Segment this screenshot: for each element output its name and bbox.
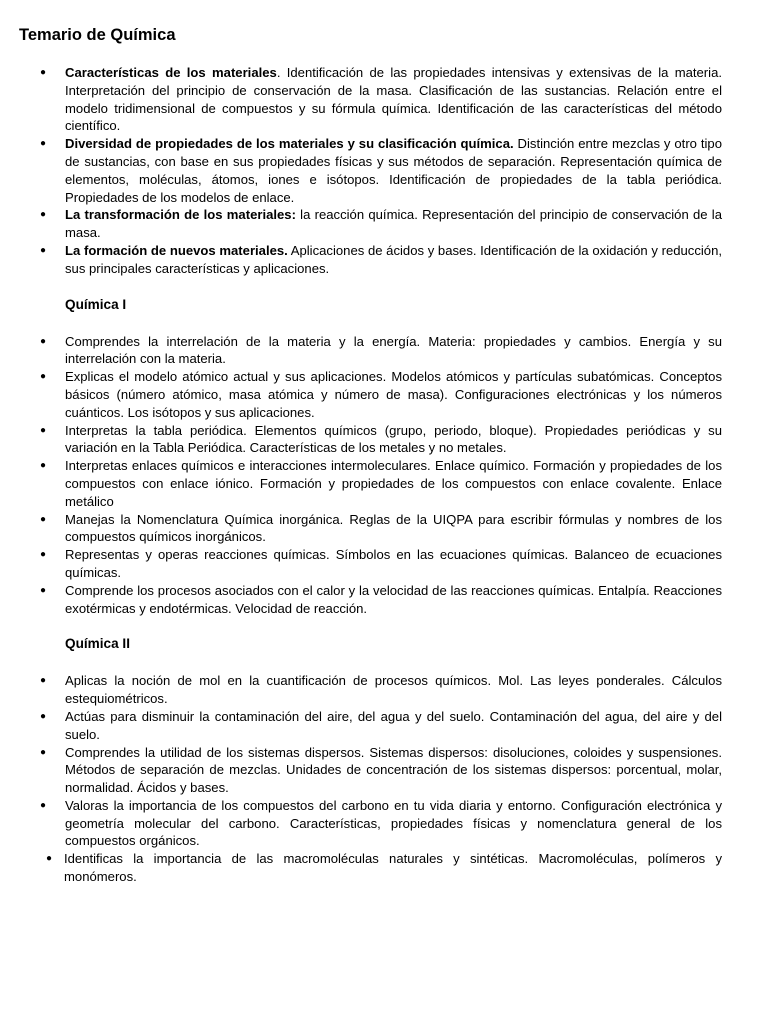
list-item xyxy=(19,135,722,206)
item-text: Aplicaciones de ácidos y bases. Identificación de la oxidación y reducción, sus principales características y aplicaciones. xyxy=(65,242,722,276)
section-heading-quimica-1: Química I xyxy=(65,296,127,312)
list-item: ● Representas y operas reacciones químicas. Símbolos en las ecuaciones químicas. Balanceo de ecuaciones químicas. xyxy=(19,546,722,582)
list-item xyxy=(19,242,722,278)
list-item: ● Comprendes la utilidad de los sistemas dispersos. Sistemas dispersos: disoluciones, coloides y suspensiones. Métodos de separación de mezclas. Unidades de concentración de los sistemas dispersos: porcentual, molar, normalidad. Ácidos y bases. xyxy=(19,744,722,797)
list-item xyxy=(19,206,722,242)
intro-list xyxy=(19,64,722,278)
section-heading-quimica-2: Química II xyxy=(65,636,130,652)
item-lead: Diversidad de propiedades de los materiales y su clasificación química. xyxy=(65,136,514,152)
item-lead: La formación de nuevos materiales. xyxy=(65,242,288,258)
item-text: la reacción química. Representación del principio de conservación de la masa. xyxy=(65,207,722,241)
list-item: ● Manejas la Nomenclatura Química inorgánica. Reglas de la UIQPA para escribir fórmulas y nombres de los compuestos químicos inorgánicos. xyxy=(19,511,722,547)
list-item: ● Comprende los procesos asociados con el calor y la velocidad de las reacciones químicas. Entalpía. Reacciones exotérmicas y endotérmicas. Velocidad de reacción. xyxy=(19,582,722,618)
list-item: ● Comprendes la interrelación de la materia y la energía. Materia: propiedades y cambios. Energía y su interrelación con la materia. xyxy=(19,333,722,369)
page-title: Temario de Química xyxy=(19,26,176,44)
list-item: ● Explicas el modelo atómico actual y sus aplicaciones. Modelos atómicos y partículas subatómicas. Conceptos básicos (número atómico, masa atómica y número de masa). Configuraciones electrónicas y los números cuánticos. Los isótopos y sus aplicaciones. xyxy=(19,368,722,421)
item-text: Distinción entre mezclas y otro tipo de sustancias, con base en sus propiedades físicas y sus métodos de separación. Representación química de elementos, moléculas, átomos, iones e isótopos. Identificación de propiedades de la tabla periódica. Propiedades de los modelos de enlace. xyxy=(65,136,722,205)
list-item: ● Valoras la importancia de los compuestos del carbono en tu vida diaria y entorno. Configuración electrónica y geometría molecular del carbono. Características, propiedades físicas y nomenclatura general de los compuestos orgánicos. xyxy=(19,797,722,850)
list-item xyxy=(19,64,722,135)
list-item: ● Aplicas la noción de mol en la cuantificación de procesos químicos. Mol. Las leyes ponderales. Cálculos estequiométricos. xyxy=(19,672,722,708)
item-lead: La transformación de los materiales: xyxy=(65,207,296,223)
quimica-1-list xyxy=(19,333,722,618)
quimica-2-list xyxy=(19,672,722,886)
list-item: ● Interpretas enlaces químicos e interacciones intermoleculares. Enlace químico. Formación y propiedades de los compuestos con enlace iónico. Formación y propiedades de los compuestos con enlace covalente. Enlace metálico xyxy=(19,457,722,510)
item-text: . Identificación de las propiedades intensivas y extensivas de la materia. Interpretación del principio de conservación de la masa. Clasificación de las sustancias. Relación entre el modelo tridimensional de compuestos y su fórmula química. Identificación de las características del método científico. xyxy=(65,65,722,134)
list-item: ● Interpretas la tabla periódica. Elementos químicos (grupo, periodo, bloque). Propiedades periódicas y su variación en la Tabla Periódica. Características de los metales y no metales. xyxy=(19,422,722,458)
list-item: ● Identificas la importancia de las macromoléculas naturales y sintéticas. Macromoléculas, polímeros y monómeros. xyxy=(19,850,722,886)
list-item: ● Actúas para disminuir la contaminación del aire, del agua y del suelo. Contaminación del agua, del aire y del suelo. xyxy=(19,708,722,744)
item-lead: Características de los materiales xyxy=(65,65,277,80)
